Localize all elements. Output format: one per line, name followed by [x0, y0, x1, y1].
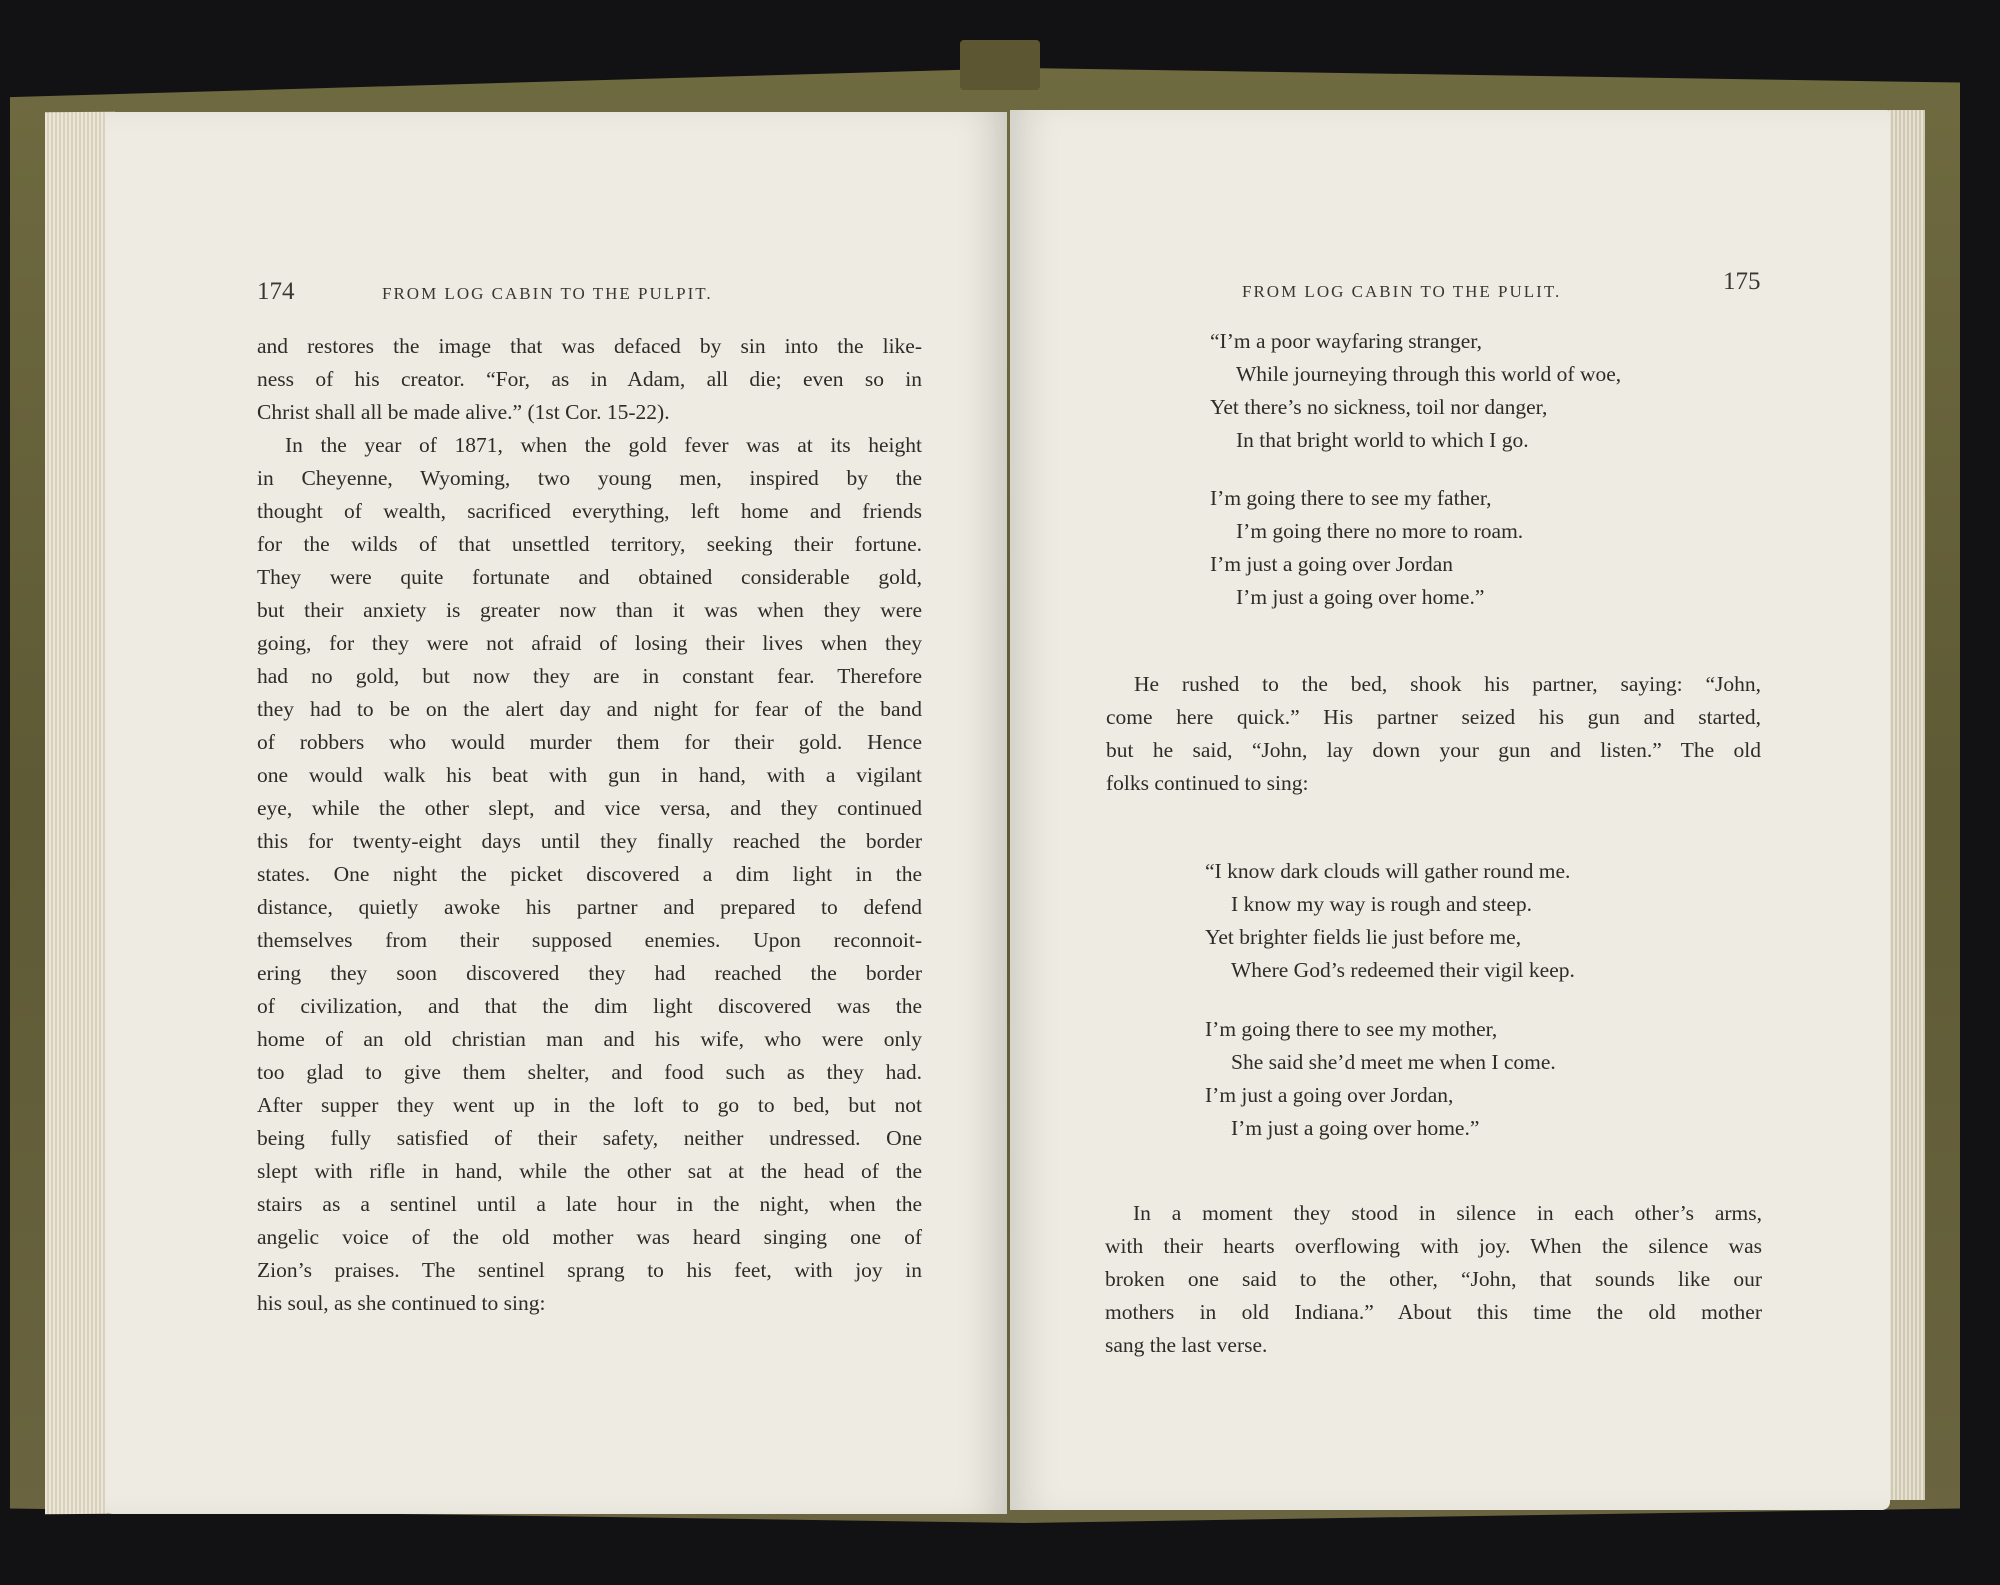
verse-line: I’m just a going over Jordan,	[1205, 1083, 1454, 1107]
text-line: distance, quietly awoke his partner and prepared to defend	[257, 895, 922, 919]
right-paragraph	[1106, 668, 1761, 800]
verse-stanza	[1205, 855, 1575, 987]
text-line: states. One night the picket discovered a dim light in the	[257, 862, 922, 886]
verse-line: I’m going there no more to roam.	[1236, 519, 1524, 543]
verse-line: Where God’s redeemed their vigil keep.	[1231, 958, 1575, 982]
text-line: sang the last verse.	[1105, 1333, 1268, 1357]
right-page-number: 175	[1723, 268, 1761, 295]
verse-line: I’m just a going over home.”	[1236, 585, 1485, 609]
text-line: they had to be on the alert day and night for fear of the band	[257, 697, 922, 721]
text-line: They were quite fortunate and obtained considerable gold,	[257, 565, 922, 589]
text-line: and restores the image that was defaced by sin into the like-	[257, 334, 922, 358]
verse-line: I’m just a going over home.”	[1231, 1116, 1480, 1140]
text-line: but he said, “John, lay down your gun and listen.” The old	[1106, 738, 1761, 762]
text-line: slept with rifle in hand, while the other sat at the head of the	[257, 1159, 922, 1183]
verse-line: Yet there’s no sickness, toil nor danger,	[1210, 395, 1548, 419]
text-line: come here quick.” His partner seized his gun and started,	[1106, 705, 1761, 729]
left-running-header: FROM LOG CABIN TO THE PULPIT.	[382, 284, 713, 303]
text-line: with their hearts overflowing with joy. When the silence was	[1105, 1234, 1762, 1258]
verse-line: “I’m a poor wayfaring stranger,	[1210, 329, 1482, 353]
text-line: In a moment they stood in silence in each other’s arms,	[1133, 1201, 1762, 1225]
text-line: one would walk his beat with gun in hand, with a vigilant	[257, 763, 922, 787]
text-line: angelic voice of the old mother was heard singing one of	[257, 1225, 922, 1249]
text-line: of robbers who would murder them for their gold. Hence	[257, 730, 922, 754]
verse-line: I know my way is rough and steep.	[1231, 892, 1532, 916]
verse-line: I’m just a going over Jordan	[1210, 552, 1454, 576]
text-line: thought of wealth, sacrificed everything, left home and friends	[257, 499, 922, 523]
left-page-number: 174	[257, 278, 295, 305]
text-line: going, for they were not afraid of losing their lives when they	[257, 631, 922, 655]
right-page	[1010, 110, 1890, 1510]
text-line: home of an old christian man and his wife, who were only	[257, 1027, 922, 1051]
text-line: had no gold, but now they are in constant fear. Therefore	[257, 664, 922, 688]
verse-line: In that bright world to which I go.	[1236, 428, 1529, 452]
text-line: He rushed to the bed, shook his partner, saying: “John,	[1134, 672, 1761, 696]
right-paragraph	[1105, 1197, 1762, 1362]
text-line: in Cheyenne, Wyoming, two young men, inspired by the	[257, 466, 922, 490]
text-line: stairs as a sentinel until a late hour in the night, when the	[257, 1192, 922, 1216]
book-spine	[960, 40, 1040, 90]
text-line: too glad to give them shelter, and food such as they had.	[257, 1060, 922, 1084]
verse-stanza	[1210, 482, 1523, 614]
right-running-header: FROM LOG CABIN TO THE PULIT.	[1242, 282, 1562, 301]
verse-line: I’m going there to see my mother,	[1205, 1017, 1498, 1041]
text-line: broken one said to the other, “John, that sounds like our	[1105, 1267, 1762, 1291]
verse-line: She said she’d meet me when I come.	[1231, 1050, 1556, 1074]
page-edges-right	[1885, 110, 1925, 1500]
text-line: themselves from their supposed enemies. Upon reconnoit-	[257, 928, 922, 952]
text-line: his soul, as she continued to sing:	[257, 1291, 546, 1315]
text-line: of civilization, and that the dim light discovered was the	[257, 994, 922, 1018]
left-page	[105, 112, 1007, 1514]
text-line: In the year of 1871, when the gold fever was at its height	[285, 433, 922, 457]
verse-stanza	[1210, 325, 1621, 457]
verse-line: Yet brighter fields lie just before me,	[1205, 925, 1522, 949]
text-line: Christ shall all be made alive.” (1st Cor. 15-22).	[257, 400, 670, 424]
text-line: folks continued to sing:	[1106, 771, 1309, 795]
text-line: After supper they went up in the loft to go to bed, but not	[257, 1093, 922, 1117]
text-line: ness of his creator. “For, as in Adam, all die; even so in	[257, 367, 922, 391]
text-line: mothers in old Indiana.” About this time the old mother	[1105, 1300, 1762, 1324]
text-line: for the wilds of that unsettled territory, seeking their fortune.	[257, 532, 922, 556]
text-line: Zion’s praises. The sentinel sprang to his feet, with joy in	[257, 1258, 922, 1282]
text-line: ering they soon discovered they had reached the border	[257, 961, 922, 985]
text-line: this for twenty-eight days until they finally reached the border	[257, 829, 922, 853]
verse-line: “I know dark clouds will gather round me.	[1205, 859, 1571, 883]
verse-line: While journeying through this world of woe,	[1236, 362, 1622, 386]
text-line: but their anxiety is greater now than it was when they were	[257, 598, 922, 622]
text-line: eye, while the other slept, and vice versa, and they continued	[257, 796, 922, 820]
verse-line: I’m going there to see my father,	[1210, 486, 1492, 510]
verse-stanza	[1205, 1013, 1556, 1145]
text-line: being fully satisfied of their safety, neither undressed. One	[257, 1126, 922, 1150]
left-body-text	[257, 330, 922, 1320]
